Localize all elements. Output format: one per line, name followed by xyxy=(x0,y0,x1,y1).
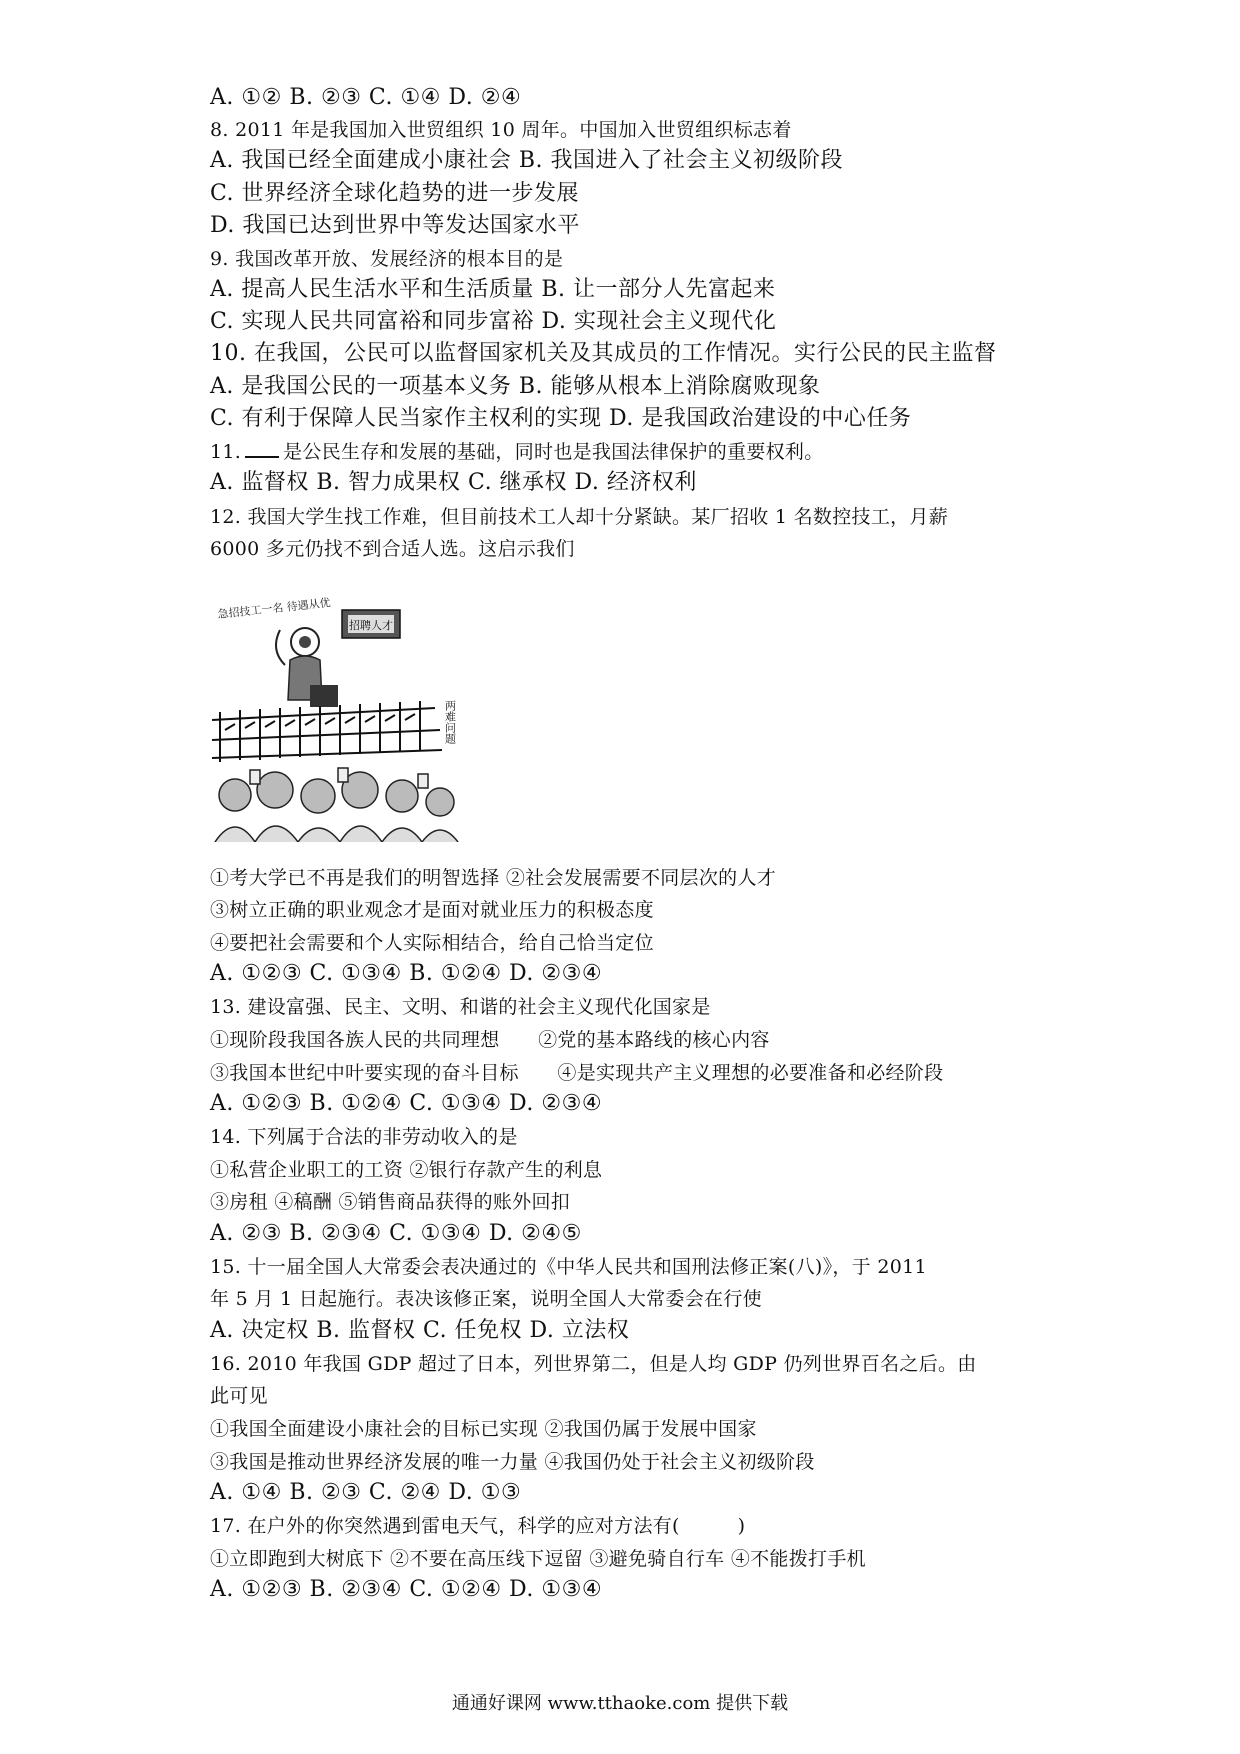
options-q9-ab: A. 提高人民生活水平和生活质量 B. 让一部分人先富起来 xyxy=(210,277,776,302)
answer-options-q7: A. ①② B. ②③ C. ①④ D. ②④ xyxy=(210,85,522,110)
svg-text:招聘人才: 招聘人才 xyxy=(349,619,393,632)
options-q10-cd: C. 有利于保障人民当家作主权利的实现 D. 是我国政治建设的中心任务 xyxy=(210,406,912,431)
options-q15: A. 决定权 B. 监督权 C. 任免权 D. 立法权 xyxy=(210,1318,630,1343)
question-14: 14. 下列属于合法的非劳动收入的是 xyxy=(210,1126,518,1148)
question-11-number: 11. xyxy=(210,441,242,463)
question-11 xyxy=(210,436,824,468)
question-15-line2: 年 5 月 1 日起施行。表决该修正案，说明全国人大常委会在行使 xyxy=(210,1288,762,1310)
question-8: 8. 2011 年是我国加入世贸组织 10 周年。中国加入世贸组织标志着 xyxy=(210,119,792,141)
question-11-text: 是公民生存和发展的基础，同时也是我国法律保护的重要权利。 xyxy=(283,441,824,463)
statements-q16-line2: ③我国是推动世界经济发展的唯一力量 ④我国仍处于社会主义初级阶段 xyxy=(210,1451,815,1473)
question-16-line2: 此可见 xyxy=(210,1385,268,1407)
options-q12: A. ①②③ C. ①③④ B. ①②④ D. ②③④ xyxy=(210,961,603,986)
question-17: 17. 在户外的你突然遇到雷电天气，科学的应对方法有( ) xyxy=(210,1515,746,1537)
option-q8-c: C. 世界经济全球化趋势的进一步发展 xyxy=(210,181,580,206)
cartoon-side-caption: 两难问题 xyxy=(443,700,457,744)
statements-q14-line2: ③房租 ④稿酬 ⑤销售商品获得的账外回扣 xyxy=(210,1191,571,1213)
question-12-line1: 12. 我国大学生找工作难，但目前技术工人却十分紧缺。某厂招收 1 名数控技工，月薪 xyxy=(210,506,949,528)
question-10: 10. 在我国，公民可以监督国家机关及其成员的工作情况。实行公民的民主监督 xyxy=(210,341,997,366)
options-q11: A. 监督权 B. 智力成果权 C. 继承权 D. 经济权利 xyxy=(210,470,697,495)
statements-q12-line2: ③树立正确的职业观念才是面对就业压力的积极态度 xyxy=(210,899,654,921)
answer-blank xyxy=(245,438,279,458)
statements-q14-line1: ①私营企业职工的工资 ②银行存款产生的利息 xyxy=(210,1159,603,1181)
question-15-line1: 15. 十一届全国人大常委会表决通过的《中华人民共和国刑法修正案(八)》，于 2011 xyxy=(210,1256,927,1278)
options-q16: A. ①④ B. ②③ C. ②④ D. ①③ xyxy=(210,1480,522,1505)
options-q13: A. ①②③ B. ①②④ C. ①③④ D. ②③④ xyxy=(210,1091,603,1116)
statements-q13-line2: ③我国本世纪中叶要实现的奋斗目标 ④是实现共产主义理想的必要准备和必经阶段 xyxy=(210,1062,944,1084)
question-9: 9. 我国改革开放、发展经济的根本目的是 xyxy=(210,248,564,270)
option-q8-d: D. 我国已达到世界中等发达国家水平 xyxy=(210,213,580,238)
recruitment-sign xyxy=(342,610,400,638)
cartoon-banner-text: 急招技工一名 待遇从优 xyxy=(216,596,332,621)
statements-q16-line1: ①我国全面建设小康社会的目标已实现 ②我国仍属于发展中国家 xyxy=(210,1418,757,1440)
options-q10-ab: A. 是我国公民的一项基本义务 B. 能够从根本上消除腐败现象 xyxy=(210,374,821,399)
job-market-cartoon xyxy=(210,590,465,842)
footer-download-credit: 通通好课网 www.tthaoke.com 提供下载 xyxy=(451,1693,789,1714)
statements-q12-line3: ④要把社会需要和个人实际相结合，给自己恰当定位 xyxy=(210,932,654,954)
statements-q17: ①立即跑到大树底下 ②不要在高压线下逗留 ③避免骑自行车 ④不能拨打手机 xyxy=(210,1548,866,1570)
question-16-line1: 16. 2010 年我国 GDP 超过了日本，列世界第二，但是人均 GDP 仍列世界百名之后。由 xyxy=(210,1353,977,1375)
options-q17: A. ①②③ B. ②③④ C. ①②④ D. ①③④ xyxy=(210,1577,603,1602)
question-12-line2: 6000 多元仍找不到合适人选。这启示我们 xyxy=(210,538,575,560)
question-13: 13. 建设富强、民主、文明、和谐的社会主义现代化国家是 xyxy=(210,996,711,1018)
statements-q13-line1: ①现阶段我国各族人民的共同理想 ②党的基本路线的核心内容 xyxy=(210,1029,770,1051)
options-q14: A. ②③ B. ②③④ C. ①③④ D. ②④⑤ xyxy=(210,1221,582,1246)
statements-q12-line1: ①考大学已不再是我们的明智选择 ②社会发展需要不同层次的人才 xyxy=(210,867,777,889)
options-q8-ab: A. 我国已经全面建成小康社会 B. 我国进入了社会主义初级阶段 xyxy=(210,148,844,173)
options-q9-cd: C. 实现人民共同富裕和同步富裕 D. 实现社会主义现代化 xyxy=(210,309,777,334)
